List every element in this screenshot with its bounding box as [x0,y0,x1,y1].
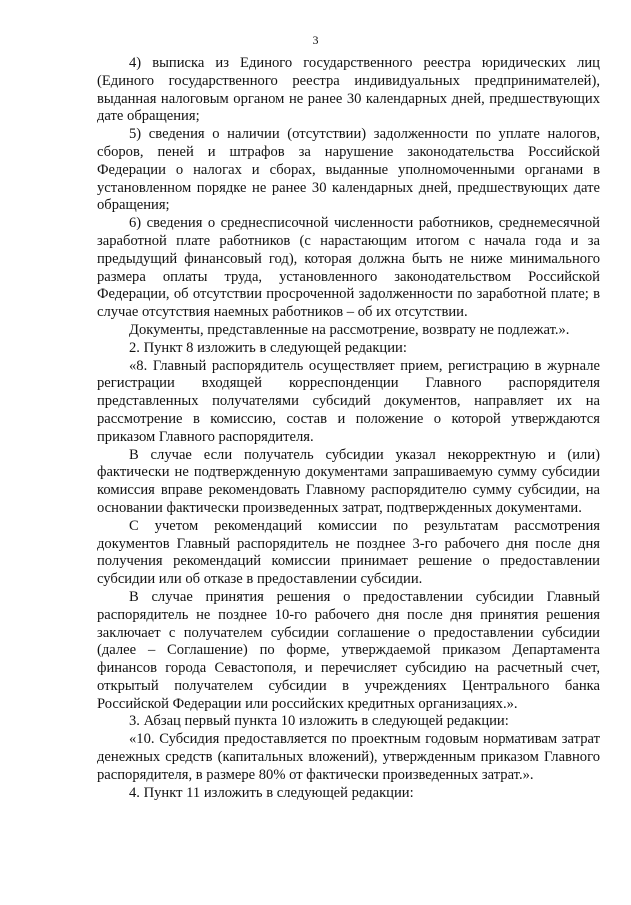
paragraph-amendment-3: 3. Абзац первый пункта 10 изложить в следующей редакции: [129,713,509,730]
paragraph-item-4: 4) выписка из Единого государственного реестра юридических лиц (Единого государственного реестра индивидуальных предпринимателей), выданная налоговым органом не ранее 30 календарных дней, предшествующих дате обращения; [97,55,600,125]
paragraph-item-5: 5) сведения о наличии (отсутствии) задолженности по уплате налогов, сборов, пеней и штрафов за нарушение законодательства Российской Федерации о налогах и сборах, выданные уполномоченными органами в установленном порядке не ранее 30 календарных дней, предшествующих дате обращения; [97,126,600,214]
page-number: 3 [312,33,319,47]
paragraph-clause-10: «10. Субсидия предоставляется по проектным годовым нормативам затрат денежных средств (капитальных вложений), утвержденным приказом Главного распорядителя, в размере 80% от фактически произведенных затрат.». [97,731,600,783]
paragraph-item-6: 6) сведения о среднесписочной численности работников, среднемесячной заработной плате работников (с нарастающим итогом с начала года и за предыдущий финансовый год), которая должна быть не ниже минимального размера оплаты труда, установленного законодательством Российской Федерации, об отсутствии просроченной задолженности по заработной плате; в случае отсутствия наемных работников – об их отсутствии. [97,215,600,321]
paragraph-clause-8: «8. Главный распорядитель осуществляет прием, регистрацию в журнале регистрации входящей корреспонденции Главного распорядителя представленных получателями субсидий документов, направляет их на рассмотрение в комиссию, состав и положение о которой утверждаются приказом Главного распорядителя. [97,357,600,445]
paragraph-incorrect-amount: В случае если получатель субсидии указал некорректную и (или) фактически не подтвержденную документами запрашиваемую сумму субсидии комиссия вправе рекомендовать Главному распорядителю сумму субсидии, на основании фактически произведенных затрат, подтвержденных документами. [97,446,600,516]
paragraph-documents-note: Документы, представленные на рассмотрение, возврату не подлежат.». [129,321,570,338]
paragraph-amendment-4: 4. Пункт 11 изложить в следующей редакции: [129,784,414,801]
paragraph-commission-decision: С учетом рекомендаций комиссии по результатам рассмотрения документов Главный распорядитель не позднее 3-го рабочего дня после дня получения рекомендаций комиссии принимает решение о предоставлении субсидии или об отказе в предоставлении субсидии. [97,517,600,588]
paragraph-amendment-2: 2. Пункт 8 изложить в следующей редакции: [129,339,407,356]
paragraph-agreement: В случае принятия решения о предоставлении субсидии Главный распорядитель не позднее 10-го рабочего дня после дня принятия решения заключает с получателем субсидии соглашение о предоставлении субсидии (далее – Соглашение) по форме, утверждаемой приказом Департамента финансов города Севастополя, и перечисляет субсидию на расчетный счет, открытый получателем субсидии в учреждениях Центрального банка Российской Федерации или российских кредитных организациях.». [97,588,600,712]
document-body [97,55,600,802]
